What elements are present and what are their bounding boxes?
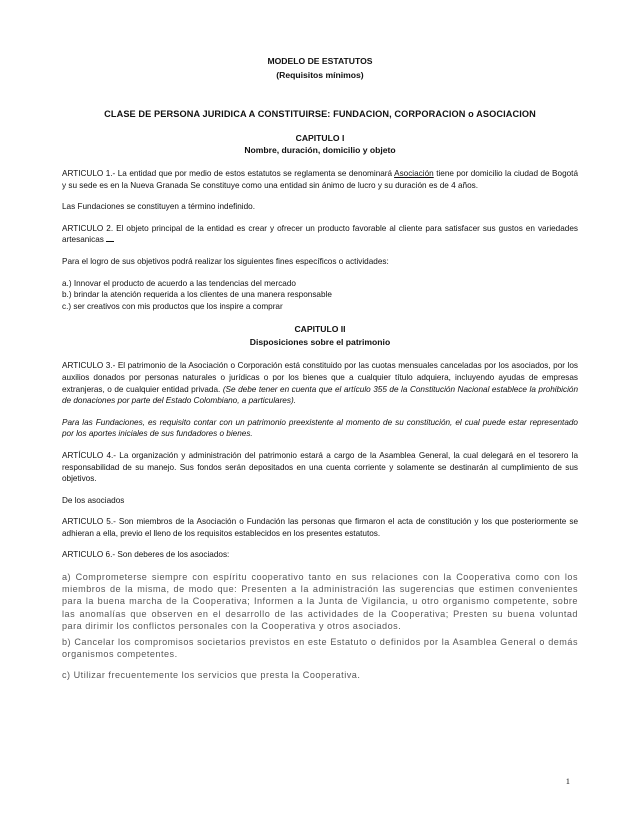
list-item: c.) ser creativos con mis productos que los inspire a comprar	[62, 301, 283, 311]
entity-type-heading: CLASE DE PERSONA JURIDICA A CONSTITUIRSE: FUNDACION, CORPORACION o ASOCIACION	[104, 109, 536, 119]
article-3-note: (Se debe tener en cuenta que el artículo 355 de la Constitución Nacional establece la prohibición de donaciones por parte del Estado Colombiano, a particulares).	[62, 384, 578, 406]
fundaciones-patrimonio: Para las Fundaciones, es requisito contar con un patrimonio preexistente al momento de su constitución, el cual puede estar representado por los aportes iniciales de sus fundadores o bienes.	[62, 417, 578, 439]
fundaciones-indefinido: Las Fundaciones se constituyen a término indefinido.	[62, 202, 255, 212]
page-number: 1	[565, 776, 570, 786]
entity-name-underlined: Asociación	[394, 169, 434, 178]
article-1	[62, 168, 578, 191]
chapter-2-heading: CAPITULO II	[294, 324, 346, 335]
list-item: a.) Innovar el producto de acuerdo a las tendencias del mercado	[62, 278, 296, 288]
article-6: ARTICULO 6.- Son deberes de los asociados:	[62, 550, 230, 560]
deber-a: a) Comprometerse siempre con espíritu cooperativo tanto en sus relaciones con la Cooperativa como con los miembros de la misma, de modo que: Presenten a la administración las sugerencias que estimen convenientes para la buena marcha de la Cooperativa; Informen a la Junta de Vigilancia, u otro organismo competente, sobre las anomalías que observen en el desarrollo de las actividades de la Cooperativa; Presten su buena voluntad para dirimir los conflictos personales con la Cooperativa y otros asociados.	[62, 572, 578, 631]
list-item: b.) brindar la atención requerida a los clientes de una manera responsable	[62, 290, 332, 300]
blank-line	[106, 241, 114, 242]
article-3-text: ARTICULO 3.- El patrimonio de la Asociación o Corporación está constituido por las cuotas mensuales canceladas por los asociados, por los auxilios donados por personas naturales o jurídicas o por los bienes que a cualquier título adquiera, incluyendo ayudas de empresas extranjeras, o de cualquier entidad privada.	[62, 361, 578, 394]
article-1-text-b: tiene por domicilio la ciudad de Bogotá y su sede es en la Nueva Granada Se constituye como una entidad sin ánimo de lucro y su duración es de 4 años.	[62, 169, 579, 190]
chapter-1-subheading: Nombre, duración, domicilio y objeto	[244, 145, 396, 155]
document-title: MODELO DE ESTATUTOS	[267, 56, 373, 66]
activities-list	[62, 278, 578, 313]
asociados-heading: De los asociados	[62, 495, 125, 505]
article-4: ARTÍCULO 4.- La organización y administración del patrimonio estará a cargo de la Asamblea General, la cual delegará en el tesorero la responsabilidad de su manejo. Sus fondos serán depositados en una cuenta corriente y solamente se destinarán al cumplimiento de sus objetivos.	[62, 450, 578, 484]
chapter-1-heading: CAPITULO I	[295, 133, 345, 143]
document-page	[62, 40, 578, 682]
objectives-intro: Para el logro de sus objetivos podrá realizar los siguientes fines específicos o actividades:	[62, 256, 389, 266]
deber-b: b) Cancelar los compromisos societarios previstos en este Estatuto o definidos por la Asamblea General o demás organismos competentes.	[62, 637, 578, 660]
article-2-text: ARTICULO 2. El objeto principal de la entidad es crear y ofrecer un producto favorable al cliente para satisfacer sus gustos en variedades artesanicas	[62, 223, 578, 245]
article-1-text-a: ARTICULO 1.- La entidad que por medio de estos estatutos se reglamenta se denominará	[62, 169, 395, 178]
deber-c: c) Utilizar frecuentemente los servicios que presta la Cooperativa.	[62, 670, 361, 681]
article-2	[62, 223, 578, 246]
chapter-2-subheading: Disposiciones sobre el patrimonio	[249, 337, 391, 348]
article-3	[62, 360, 578, 406]
document-subtitle: (Requisitos mínimos)	[276, 70, 364, 80]
article-5: ARTICULO 5.- Son miembros de la Asociación o Fundación las personas que firmaron el acta de constitución y los que posteriormente se adhieran a ella, previo el lleno de los requisitos establecidos en los presentes estatutos.	[62, 517, 578, 538]
